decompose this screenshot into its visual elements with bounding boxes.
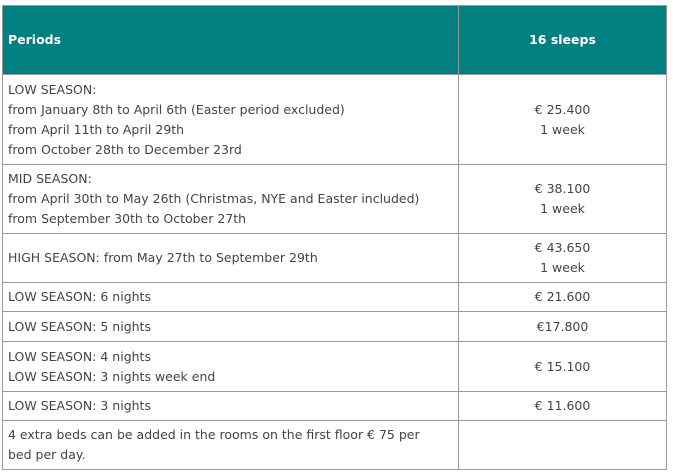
period-line: LOW SEASON: 3 nights week end — [8, 368, 216, 384]
period-line: LOW SEASON: 4 nights — [8, 348, 151, 364]
table-row — [3, 75, 667, 165]
price-cell — [459, 234, 667, 283]
period-cell — [3, 392, 459, 421]
price-value: € 21.600 — [534, 289, 591, 304]
period-line: LOW SEASON: — [8, 81, 97, 97]
period-cell — [3, 342, 459, 392]
price-cell — [459, 342, 667, 392]
period-line: bed per day. — [8, 447, 86, 462]
period-cell — [3, 421, 459, 470]
price-cell — [459, 392, 667, 421]
period-cell — [3, 165, 459, 234]
price-cell-empty — [459, 421, 667, 470]
table-row — [3, 342, 667, 392]
table-row — [3, 283, 667, 312]
period-line: LOW SEASON: 5 nights — [8, 318, 151, 334]
price-value: € 38.100 — [534, 181, 591, 196]
table-row — [3, 234, 667, 283]
price-cell — [459, 312, 667, 342]
period-line: from October 28th to December 23rd — [8, 141, 242, 157]
period-line: LOW SEASON: 3 nights — [8, 398, 151, 413]
period-line: from April 11th to April 29th — [8, 121, 185, 137]
price-value: € 15.100 — [534, 358, 591, 374]
period-line: 4 extra beds can be added in the rooms on the first floor € 75 per — [8, 427, 420, 442]
period-cell — [3, 75, 459, 165]
table-row — [3, 312, 667, 342]
table-row — [3, 165, 667, 234]
price-value: €17.800 — [536, 318, 589, 334]
header-row — [3, 6, 667, 75]
table-row — [3, 392, 667, 421]
period-line: LOW SEASON: 6 nights — [8, 289, 151, 304]
price-value: € 25.400 — [534, 101, 591, 117]
period-line: from January 8th to April 6th (Easter period excluded) — [8, 101, 345, 117]
price-duration: 1 week — [540, 201, 585, 216]
period-line: from April 30th to May 26th (Christmas, NYE and Easter included) — [8, 191, 420, 206]
price-value: € 11.600 — [534, 398, 591, 413]
price-value: € 43.650 — [534, 240, 591, 255]
table-row — [3, 421, 667, 470]
price-cell — [459, 283, 667, 312]
price-duration: 1 week — [540, 260, 585, 275]
price-cell — [459, 75, 667, 165]
periods-column-header: Periods — [3, 6, 459, 75]
capacity-column-header: 16 sleeps — [459, 6, 667, 75]
period-cell — [3, 283, 459, 312]
pricing-table — [2, 5, 667, 470]
period-cell — [3, 234, 459, 283]
period-cell — [3, 312, 459, 342]
period-line: MID SEASON: — [8, 171, 92, 186]
price-duration: 1 week — [540, 121, 585, 137]
price-cell — [459, 165, 667, 234]
period-line: from September 30th to October 27th — [8, 211, 247, 226]
period-line: HIGH SEASON: from May 27th to September 29th — [8, 250, 318, 265]
